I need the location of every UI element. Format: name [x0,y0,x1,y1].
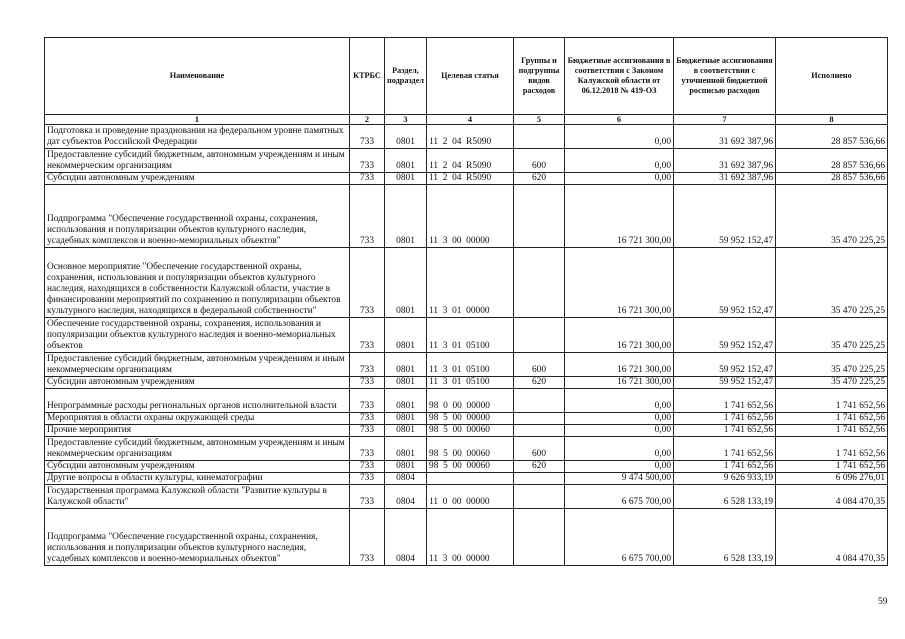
header-ktrbs: КТРБС [350,38,385,115]
table-cell-budget-refined: 59 952 152,47 [674,248,776,318]
table-cell-budget-law: 16 721 300,00 [565,353,674,377]
table-cell-ktrbs: 733 [350,185,385,248]
table-cell-name: Предоставление субсидий бюджетным, автономным учреждениям и иным некоммерческим организациям [45,149,350,173]
table-cell-budget-refined: 9 626 933,19 [674,473,776,485]
column-number-row [45,115,888,125]
table-cell-budget-refined: 59 952 152,47 [674,377,776,389]
table-header-row [45,38,888,115]
table-cell-section: 0801 [385,461,427,473]
table-row [45,461,888,473]
table-cell-name: Предоставление субсидий бюджетным, автономным учреждениям и иным некоммерческим организациям [45,437,350,461]
table-row [45,485,888,509]
table-cell-budget-law: 6 675 700,00 [565,509,674,566]
table-cell-budget-refined: 59 952 152,47 [674,185,776,248]
table-row [45,389,888,413]
table-row [45,425,888,437]
table-cell-budget-refined: 1 741 652,56 [674,425,776,437]
table-cell-executed: 28 857 536,66 [776,125,888,149]
column-number: 7 [674,115,776,125]
table-cell-group [514,509,565,566]
table-cell-name: Обеспечение государственной охраны, сохранения, использования и популяризации объектов культурного наследия и военно-мемориальных объектов [45,318,350,353]
table-cell-budget-law: 0,00 [565,389,674,413]
table-cell-group: 620 [514,461,565,473]
table-cell-executed: 28 857 536,66 [776,173,888,185]
table-cell-ktrbs: 733 [350,425,385,437]
table-cell-target: 11 0 00 00000 [427,485,514,509]
table-cell-target: 11 3 01 05100 [427,318,514,353]
table-cell-budget-refined: 31 692 387,96 [674,173,776,185]
table-cell-group [514,125,565,149]
table-cell-ktrbs: 733 [350,353,385,377]
table-cell-section: 0801 [385,248,427,318]
table-cell-name: Подпрограмма "Обеспечение государственной охраны, сохранения, использования и популяризации объектов культурного наследия, усадебных комплексов и военно-мемориальных объектов" [45,509,350,566]
table-cell-executed: 35 470 225,25 [776,248,888,318]
table-cell-section: 0804 [385,485,427,509]
table-cell-target: 11 2 04 R5090 [427,173,514,185]
table-cell-name: Субсидии автономным учреждениям [45,461,350,473]
table-cell-target: 98 5 00 00060 [427,461,514,473]
table-cell-section: 0801 [385,377,427,389]
header-groups: Группы и подгруппы видов расходов [514,38,565,115]
table-cell-section: 0801 [385,425,427,437]
table-cell-target: 98 0 00 00000 [427,389,514,413]
table-cell-executed: 1 741 652,56 [776,437,888,461]
table-cell-section: 0801 [385,185,427,248]
table-cell-executed: 35 470 225,25 [776,353,888,377]
table-cell-ktrbs: 733 [350,437,385,461]
table-cell-budget-refined: 6 528 133,19 [674,485,776,509]
header-executed: Исполнено [776,38,888,115]
table-cell-group [514,389,565,413]
table-cell-budget-law: 6 675 700,00 [565,485,674,509]
table-cell-section: 0801 [385,413,427,425]
table-cell-target [427,473,514,485]
header-budget-refined: Бюджетные ассигнования в соответствии с уточненной бюджетной росписью расходов [674,38,776,115]
table-cell-name: Предоставление субсидий бюджетным, автономным учреждениям и иным некоммерческим организациям [45,353,350,377]
column-number: 3 [385,115,427,125]
table-row [45,185,888,248]
table-cell-group [514,185,565,248]
table-cell-target: 98 5 00 00060 [427,425,514,437]
table-cell-budget-law: 16 721 300,00 [565,248,674,318]
table-cell-target: 11 3 01 00000 [427,248,514,318]
table-cell-budget-refined: 6 528 133,19 [674,509,776,566]
table-cell-target: 11 2 04 R5090 [427,125,514,149]
table-cell-executed: 6 096 276,01 [776,473,888,485]
table-cell-name: Другие вопросы в области культуры, кинематографии [45,473,350,485]
table-row [45,149,888,173]
table-cell-group [514,425,565,437]
table-cell-name: Подпрограмма "Обеспечение государственной охраны, сохранения, использования и популяризации объектов культурного наследия, усадебных комплексов и военно-мемориальных объектов" [45,185,350,248]
table-cell-executed: 35 470 225,25 [776,377,888,389]
table-cell-group [514,248,565,318]
table-cell-budget-refined: 1 741 652,56 [674,461,776,473]
table-cell-budget-law: 16 721 300,00 [565,185,674,248]
table-row [45,437,888,461]
column-number: 2 [350,115,385,125]
table-cell-name: Основное мероприятие "Обеспечение государственной охраны, сохранения, использования и популяризации объектов культурного наследия, находящихся в собственности Калужской области, участие в финансировании мероприятий по сохранению и популяризации объектов культурного наследия, находящихся в федеральной собственности" [45,248,350,318]
table-row [45,413,888,425]
table-cell-target: 11 3 00 00000 [427,185,514,248]
table-row [45,318,888,353]
table-cell-target: 11 3 01 05100 [427,377,514,389]
table-cell-section: 0804 [385,473,427,485]
table-row [45,173,888,185]
table-cell-ktrbs: 733 [350,377,385,389]
table-cell-section: 0801 [385,318,427,353]
column-number: 8 [776,115,888,125]
table-cell-name: Субсидии автономным учреждениям [45,377,350,389]
table-cell-budget-refined: 31 692 387,96 [674,149,776,173]
table-row [45,353,888,377]
header-name: Наименование [45,38,350,115]
table-cell-executed: 1 741 652,56 [776,461,888,473]
table-cell-budget-law: 0,00 [565,425,674,437]
table-cell-executed: 4 084 470,35 [776,485,888,509]
table-cell-ktrbs: 733 [350,485,385,509]
table-cell-budget-refined: 31 692 387,96 [674,125,776,149]
table-cell-target: 11 2 04 R5090 [427,149,514,173]
table-cell-budget-law: 16 721 300,00 [565,377,674,389]
table-cell-executed: 35 470 225,25 [776,318,888,353]
table-cell-name: Подготовка и проведение празднования на федеральном уровне памятных дат субъектов Российской Федерации [45,125,350,149]
table-cell-section: 0801 [385,353,427,377]
table-cell-executed: 28 857 536,66 [776,149,888,173]
table-cell-target: 98 5 00 00000 [427,413,514,425]
table-row [45,248,888,318]
table-cell-executed: 1 741 652,56 [776,389,888,413]
table-row [45,509,888,566]
table-cell-group: 600 [514,437,565,461]
table-cell-budget-refined: 59 952 152,47 [674,318,776,353]
table-cell-target: 11 3 01 05100 [427,353,514,377]
table-row [45,125,888,149]
table-cell-executed: 4 084 470,35 [776,509,888,566]
header-budget-law: Бюджетные ассигнования в соответствии с Законом Калужской области от 06.12.2018 № 419-ОЗ [565,38,674,115]
table-cell-section: 0801 [385,437,427,461]
table-cell-group [514,413,565,425]
table-cell-budget-law: 0,00 [565,125,674,149]
table-cell-ktrbs: 733 [350,413,385,425]
table-cell-budget-law: 0,00 [565,173,674,185]
table-cell-name: Мероприятия в области охраны окружающей среды [45,413,350,425]
table-cell-budget-law: 16 721 300,00 [565,318,674,353]
table-cell-ktrbs: 733 [350,125,385,149]
table-cell-budget-refined: 1 741 652,56 [674,413,776,425]
table-cell-budget-law: 9 474 500,00 [565,473,674,485]
table-row [45,377,888,389]
table-cell-budget-law: 0,00 [565,413,674,425]
table-cell-executed: 35 470 225,25 [776,185,888,248]
table-body [45,125,888,566]
table-cell-ktrbs: 733 [350,509,385,566]
table-cell-budget-law: 0,00 [565,149,674,173]
table-cell-section: 0801 [385,173,427,185]
column-number: 6 [565,115,674,125]
table-cell-name: Прочие мероприятия [45,425,350,437]
table-cell-group [514,473,565,485]
table-cell-group [514,318,565,353]
table-cell-section: 0801 [385,125,427,149]
table-cell-group: 620 [514,173,565,185]
table-cell-executed: 1 741 652,56 [776,425,888,437]
table-cell-section: 0804 [385,509,427,566]
table-cell-section: 0801 [385,389,427,413]
table-cell-ktrbs: 733 [350,248,385,318]
header-section: Раздел, подраздел [385,38,427,115]
page-number: 59 [878,597,888,607]
table-cell-ktrbs: 733 [350,149,385,173]
table-cell-executed: 1 741 652,56 [776,413,888,425]
table-cell-group: 620 [514,377,565,389]
table-cell-ktrbs: 733 [350,173,385,185]
table-cell-ktrbs: 733 [350,389,385,413]
table-cell-budget-refined: 59 952 152,47 [674,353,776,377]
table-cell-ktrbs: 733 [350,461,385,473]
table-cell-budget-refined: 1 741 652,56 [674,389,776,413]
table-cell-budget-refined: 1 741 652,56 [674,437,776,461]
table-cell-budget-law: 0,00 [565,437,674,461]
budget-table [44,37,888,566]
table-cell-name: Непрограммные расходы региональных органов исполнительной власти [45,389,350,413]
table-cell-target: 98 5 00 00060 [427,437,514,461]
table-cell-section: 0801 [385,149,427,173]
table-cell-target: 11 3 00 00000 [427,509,514,566]
column-number: 5 [514,115,565,125]
table-cell-ktrbs: 733 [350,318,385,353]
column-number: 4 [427,115,514,125]
table-cell-budget-law: 0,00 [565,461,674,473]
table-cell-ktrbs: 733 [350,473,385,485]
table-cell-group: 600 [514,353,565,377]
table-cell-name: Государственная программа Калужской области "Развитие культуры в Калужской области" [45,485,350,509]
table-cell-group [514,485,565,509]
table-cell-name: Субсидии автономным учреждениям [45,173,350,185]
table-cell-group: 600 [514,149,565,173]
column-number: 1 [45,115,350,125]
table-row [45,473,888,485]
header-target: Целевая статья [427,38,514,115]
